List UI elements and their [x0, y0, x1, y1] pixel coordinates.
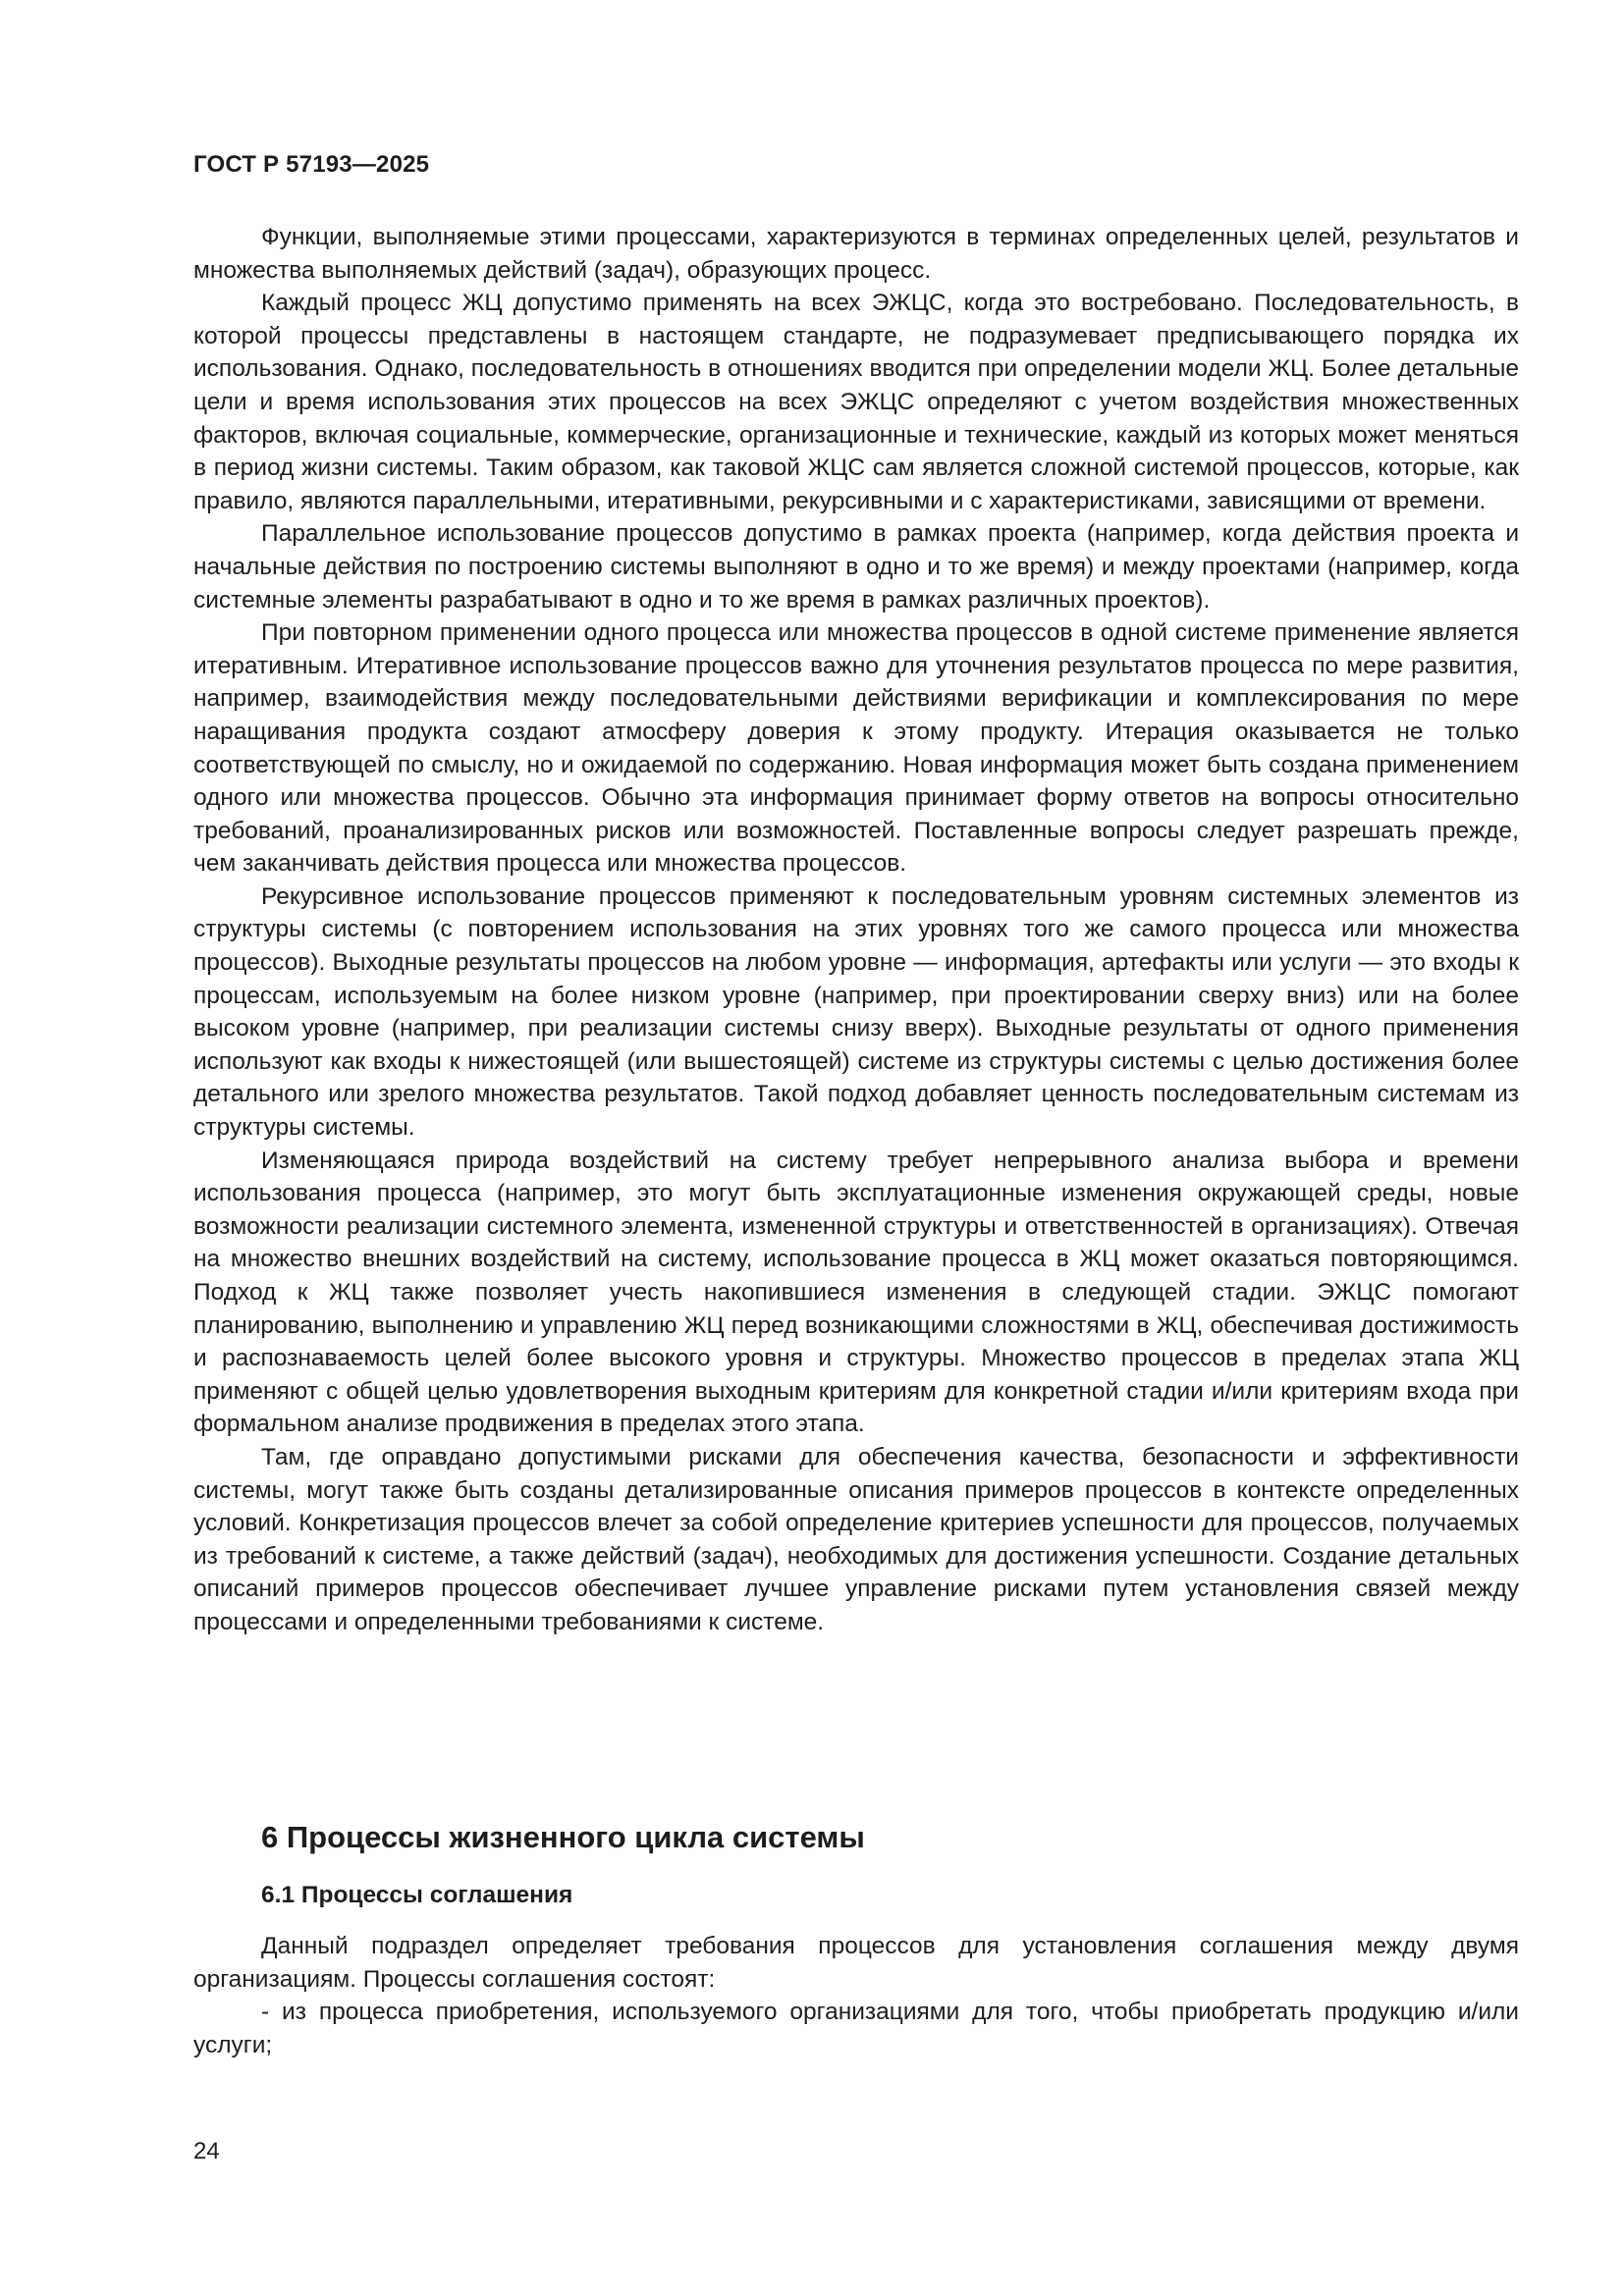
paragraph-iterative-use: При повторном применении одного процесса или множества процессов в одной системе применение является итеративным. Итеративное использование процессов важно для уточнения результатов процесса по мере развития, например, взаимодействия между последовательными действиями верификации и комплексирования по мере наращивания продукта создают атмосферу доверия к этому продукту. Итерация оказывается не только соответствующей по смыслу, но и ожидаемой по содержанию. Новая информация может быть создана применением одного или множества процессов. Обычно эта информация принимает форму ответов на вопросы относительно требований, проанализированных рисков или возможностей. Поставленные вопросы следует разрешать прежде, чем заканчивать действия процесса или множества процессов.	[193, 619, 1519, 878]
paragraph-process-application: Каждый процесс ЖЦ допустимо применять на всех ЭЖЦС, когда это востребовано. Последовательность, в которой процессы представлены в настоящем стандарте, не подразумевает предписывающего порядка их использования. Однако, последовательность в отношениях вводится при определении модели ЖЦ. Более детальные цели и время использования этих процессов на всех ЭЖЦС определяют с учетом воздействия множественных факторов, включая социальные, коммерческие, организационные и технические, каждый из которых может меняться в период жизни системы. Таким образом, как таковой ЖЦС сам является сложной системой процессов, которые, как правило, являются параллельными, итеративными, рекурсивными и с характеристиками, зависящими от времени.	[193, 290, 1519, 514]
document-code-header: ГОСТ Р 57193—2025	[193, 151, 430, 178]
paragraph-parallel-use: Параллельное использование процессов допустимо в рамках проекта (например, когда действия проекта и начальные действия по построению системы выполняют в одно и то же время) и между проектами (например, когда системные элементы разрабатывают в одно и то же время в рамках различных проектов).	[193, 520, 1519, 614]
paragraph-changing-influences: Изменяющаяся природа воздействий на систему требует непрерывного анализа выбора и времени использования процесса (например, это могут быть эксплуатационные изменения окружающей среды, новые возможности реализации системного элемента, измененной структуры и ответственностей в организациях). Отвечая на множество внешних воздействий на систему, использование процесса в ЖЦ может оказаться повторяющимся. Подход к ЖЦ также позволяет учесть накопившиеся изменения в следующей стадии. ЭЖЦС помогают планированию, выполнению и управлению ЖЦ перед возникающими сложностями в ЖЦ, обеспечивая достижимость и распознаваемость целей более высокого уровня и структуры. Множество процессов в пределах этапа ЖЦ применяют с общей целью удовлетворения выходным критериям для конкретной стадии и/или критериям входа при формальном анализе продвижения в пределах этого этапа.	[193, 1147, 1519, 1438]
body-text	[193, 221, 1519, 1639]
section-title: 6 Процессы жизненного цикла системы	[261, 1820, 865, 1854]
paragraph-functions: Функции, выполняемые этими процессами, характеризуются в терминах определенных целей, результатов и множества выполняемых действий (задач), образующих процесс.	[193, 224, 1519, 284]
paragraph-recursive-use: Рекурсивное использование процессов применяют к последовательным уровням системных элементов из структуры системы (с повторением использования на этих уровнях того же самого процесса или множества процессов). Выходные результаты процессов на любом уровне — информация, артефакты или услуги — это входы к процессам, используемым на более низком уровне (например, при проектировании сверху вниз) или на более высоком уровне (например, при реализации системы снизу вверх). Выходные результаты от одного применения используют как входы к нижестоящей (или вышестоящей) системе из структуры системы с целью достижения более детального или зрелого множества результатов. Такой подход добавляет ценность последовательным системам из структуры системы.	[193, 882, 1519, 1142]
subsection-title: 6.1 Процессы соглашения	[261, 1882, 573, 1908]
section-6	[193, 1818, 1519, 2061]
page-number: 24	[193, 2138, 220, 2164]
list-item-acquisition: - из процесса приобретения, используемого организациями для того, чтобы приобретать продукцию и/или услуги;	[193, 1999, 1519, 2058]
paragraph-agreement-intro: Данный подраздел определяет требования процессов для установления соглашения между двумя организациям. Процессы соглашения состоят:	[193, 1933, 1519, 1993]
paragraph-detailed-descriptions: Там, где оправдано допустимыми рисками для обеспечения качества, безопасности и эффективности системы, могут также быть созданы детализированные описания примеров процессов в контексте определенных условий. Конкретизация процессов влечет за собой определение критериев успешности для процессов, получаемых из требований к системе, а также действий (задач), необходимых для достижения успешности. Создание детальных описаний примеров процессов обеспечивает лучшее управление рисками путем установления связей между процессами и определенными требованиями к системе.	[193, 1443, 1519, 1635]
